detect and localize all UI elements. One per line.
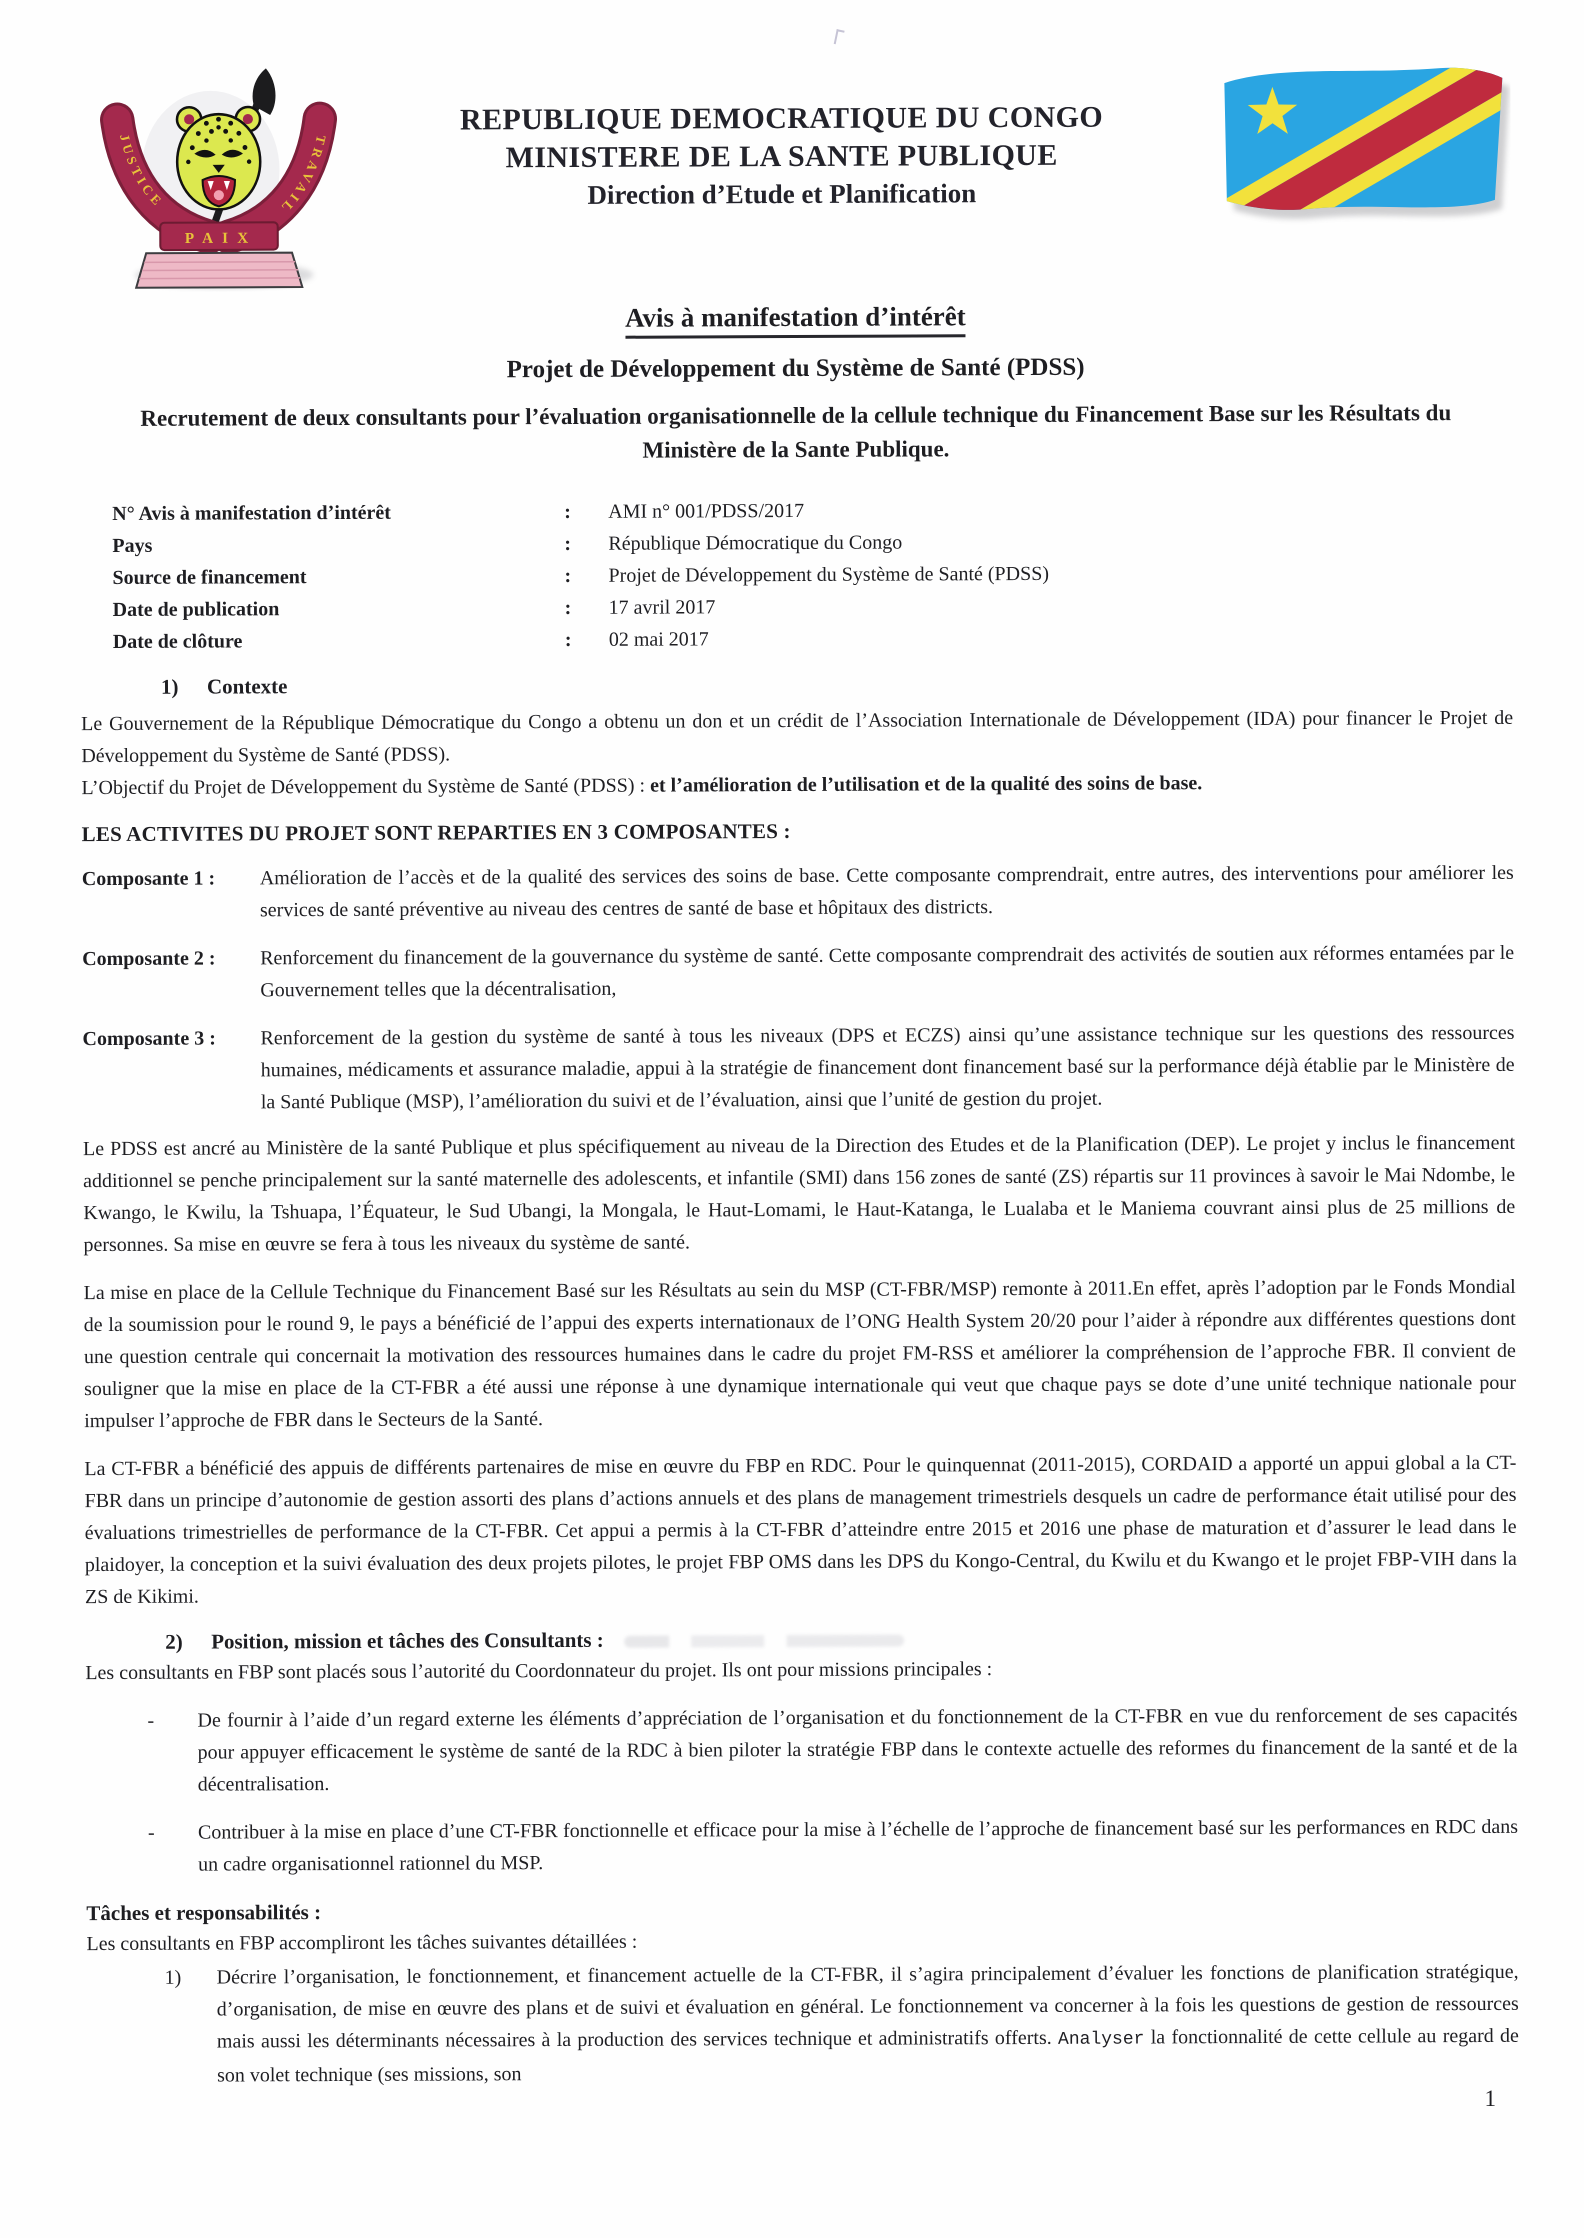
context-paragraph-1: Le Gouvernement de la République Démocratique du Congo a obtenu un don et un crédit de l’Association Internationale de Développement (IDA) pour financer le Projet de Développement du Système de Santé (PDSS). (81, 706, 1514, 768)
recruitment-title: Recrutement de deux consultants pour l’évaluation organisationnelle de la cellule technique du Financement Base sur les Résultats du Ministère de la Sante Publique. (140, 400, 1452, 463)
drc-coat-of-arms (84, 60, 353, 299)
meta-colon: : (564, 596, 572, 619)
notice-title (79, 299, 1511, 336)
meta-value: 17 avril 2017 (608, 596, 716, 619)
composante-label: Composante 3 : (82, 1027, 216, 1051)
objective-normal: L’Objectif du Projet de Développement du Système de Santé (PDSS) : (81, 774, 651, 800)
task-item-1 (87, 1956, 1520, 2092)
composante-2 (82, 937, 1514, 1007)
scan-artifact (624, 1635, 904, 1648)
tasks-intro: Les consultants en FBP accompliront les tâches suivantes détaillées : (86, 1930, 638, 1956)
project-title: Projet de Développement du Système de Santé (PDSS) (506, 353, 1085, 384)
dash-bullet: - (147, 1821, 155, 1844)
context-paragraph-4: La CT-FBR a bénéficié des appuis de différents partenaires de mise en œuvre du FBP en RDC. Pour le quinquennat (2011-2015), CORDAID a apporté un appui global a la CT-FBR dans un principe d’autonomie de gestion assorti des plans d’actions annuels et des plans de management trimestriels desquels un cadre de performance était utilisé pour des évaluations trimestrielles de performance de la CT-FBR. Cet appui a permis à la CT-FBR d’atteindre entre 2015 et 2016 une phase de maturation et d’assurer le lead dans le plaidoyer, la conception et la suivi évaluation des deux projets pilotes, le projet FBP OMS dans les DPS du Kongo-Central, du Kwilu et du Kwango et le projet FBP-VIH dans la ZS de Kikimi. (84, 1451, 1517, 1609)
meta-value: AMI n° 001/PDSS/2017 (608, 499, 805, 523)
meta-label: N° Avis à manifestation d’intérêt (112, 501, 392, 525)
meta-label: Date de publication (112, 598, 280, 621)
task-text-part2: la fonctionnalité de cette cellule au regard de son volet technique (ses missions, son (217, 2024, 1519, 2087)
meta-row-cloture (113, 620, 1513, 658)
objective-bold: et l’amélioration de l’utilisation et de la qualité des soins de base. (650, 772, 1203, 797)
mission-item-1 (85, 1699, 1517, 1801)
meta-colon: : (564, 532, 572, 555)
header-titles (352, 56, 1211, 214)
section-number: 2) (165, 1629, 183, 1654)
task-text-part1: Décrire l’organisation, le fonctionnement, et financement actuelle de la CT-FBR, il s’agira principalement d’évaluer les fonctions de planification stratégique, d’organisation, de mise en œuvre des plans et de suivi et évaluation en général. Le fonctionnement va concerner à la fois les questions de gestion de ressources mais aussi les déterminants nécessaires à la production des services technique et administratifs offerts. (216, 1960, 1519, 2053)
composante-3 (82, 1017, 1514, 1119)
mission-intro: Les consultants en FBP sont placés sous l’autorité du Coordonnateur du projet. Ils ont pour missions principales : (85, 1658, 993, 1685)
motto-paix: PAIX (184, 229, 258, 247)
section-title: Contexte (206, 674, 288, 699)
meta-value: 02 mai 2017 (608, 628, 709, 651)
section-number: 1) (160, 674, 179, 699)
meta-colon: : (564, 628, 572, 651)
motto-justice: JUSTICE (116, 132, 167, 211)
meta-label: Date de clôture (112, 630, 243, 653)
task-text (217, 1956, 1520, 2092)
page-number: 1 (1484, 2086, 1496, 2111)
task-number: 1) (164, 1966, 182, 1989)
notice-meta (80, 492, 1513, 658)
motto-travail: TRAVAIL (276, 133, 330, 218)
section-1-heading (81, 666, 1513, 702)
meta-colon: : (564, 564, 572, 587)
section-title: Position, mission et tâches des Consultants : (211, 1627, 604, 1654)
mission-item-2 (86, 1811, 1518, 1881)
coat-of-arms-icon (84, 60, 353, 299)
context-paragraph-2: Le PDSS est ancré au Ministère de la santé Publique et plus spécifiquement au niveau de la Direction des Etudes et de la Planification (DEP). Le projet y inclus le financement additionnel se penche principalement sur la santé maternelle des adolescents, et infantile (SMI) dans 156 zones de santé (ZS) répartis sur 11 provinces à savoir le Mai Ndombe, le Kwango, le Kwilu, la Tshuapa, l’Équateur, le Sud Ubangi, la Mongala, le Haut-Lomami, le Haut-Katanga, le Lualaba et le Maniema couvrant ainsi plus de 25 millions de personnes. Sa mise en œuvre se fera à tous les niveaux du système de santé. (82, 1131, 1516, 1257)
header-ministry: MINISTERE DE LA SANTE PUBLIQUE (505, 138, 1058, 175)
notice-title-text: Avis à manifestation d’intérêt (625, 301, 966, 338)
meta-colon: : (564, 500, 571, 523)
document-header (78, 55, 1511, 299)
activities-heading: LES ACTIVITES DU PROJET SONT REPARTIES EN 3 COMPOSANTES : (81, 819, 791, 847)
tasks-heading: Tâches et responsabilités : (86, 1900, 322, 1926)
drc-flag-icon (1210, 47, 1511, 258)
objective-line (81, 766, 1513, 804)
meta-value: Projet de Développement du Système de Santé (PDSS) (608, 562, 1050, 587)
composante-text: Renforcement de la gestion du système de santé à tous les niveaux (DPS et ECZS) ainsi qu’une assistance technique sur les questions des ressources humaines, médicaments et assurance maladie, appui à la stratégie de financement dont financement basé sur la performance déjà établie par le Ministère de la Santé Publique (MSP), l’amélioration du suivi et de l’évaluation, ainsi que l’unité de gestion du projet. (260, 1021, 1515, 1114)
context-paragraph-3: La mise en place de la Cellule Technique du Financement Basé sur les Résultats au sein du MSP (CT-FBR/MSP) remonte à 2011.En effet, après l’adoption par le Fonds Mondial de la soumission pour le round 9, le pays a bénéficié de l’appui des experts internationaux de l’ONG Health System 20/20 pour l’aider à répondre aux différentes questions dont une question centrale qui concernait la motivation des ressources humaines dans le cadre du projet FM-RSS et améliorer la compréhension de l’approche FBR. Il convient de souligner que la mise en place de la CT-FBR a été aussi une réponse à une dynamique internationale qui veut que chaque pays se dote d’une unité technique nationale pour impulser l’approche de FBR dans le Secteurs de la Santé. (83, 1275, 1517, 1433)
mission-item-text: De fournir à l’aide d’un regard externe les éléments d’appréciation de l’organisation et du fonctionnement de la CT-FBR en vue du renforcement de ses capacités pour appuyer efficacement le système de santé de la RDC à bien piloter la stratégie FBP dans le contexte actuelle des reformes du financement de la santé et de la décentralisation. (197, 1703, 1518, 1796)
drc-flag (1210, 47, 1511, 258)
mission-item-text: Contribuer à la mise en place d’une CT-FBR fonctionnelle et efficace pour la mise à l’échelle de l’approche de financement basé sur les performances en RDC dans un cadre organisationnel rationnel du MSP. (197, 1815, 1519, 1876)
scan-artifact (834, 29, 845, 45)
header-country: REPUBLIQUE DEMOCRATIQUE DU CONGO (459, 100, 1104, 137)
task-text-mono: Analyser (1057, 2029, 1145, 2050)
header-direction: Direction d’Etude et Planification (587, 178, 977, 210)
composante-text: Renforcement du financement de la gouvernance du système de santé. Cette composante comprendrait des activités de soutien aux réformes entamées par le Gouvernement telles que la décentralisation, (260, 941, 1515, 1002)
composante-text: Amélioration de l’accès et de la qualité des services des soins de base. Cette composante comprendrait, entre autres, des interventions pour améliorer les services de santé préventive au niveau des centres de santé de base et hôpitaux des districts. (259, 861, 1514, 922)
composante-label: Composante 1 : (81, 867, 216, 891)
composante-1 (82, 857, 1514, 927)
composante-label: Composante 2 : (82, 947, 216, 971)
dash-bullet: - (147, 1709, 155, 1732)
meta-value: République Démocratique du Congo (608, 531, 903, 555)
meta-label: Source de financement (112, 566, 307, 589)
meta-label: Pays (112, 534, 153, 557)
